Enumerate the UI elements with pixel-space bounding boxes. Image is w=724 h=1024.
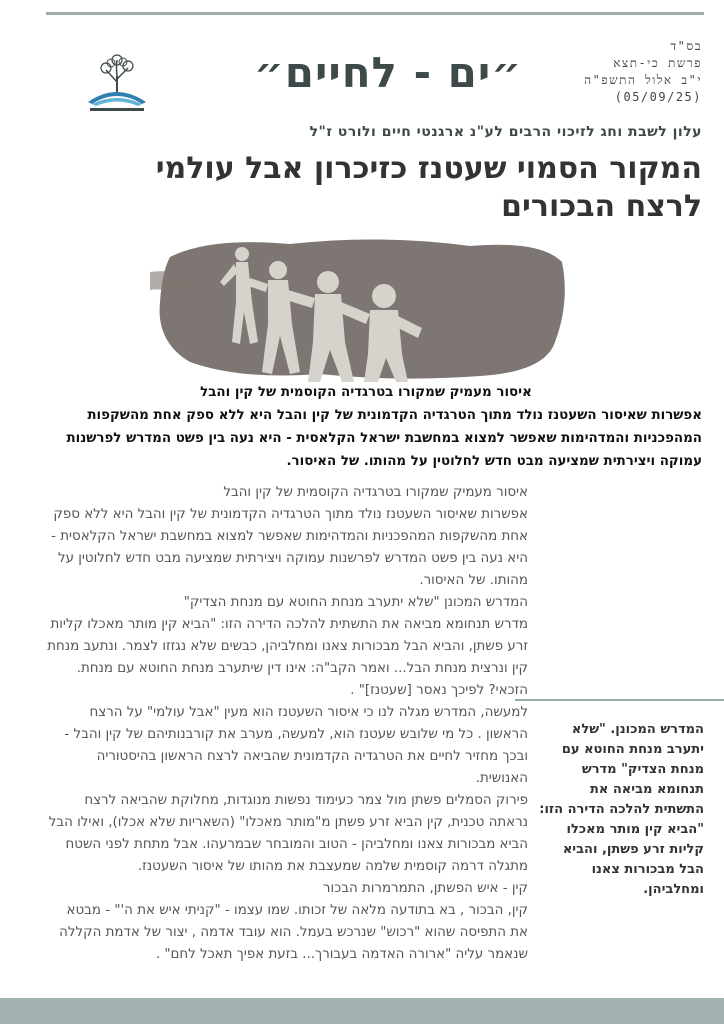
article-body	[46, 482, 528, 966]
article-headline	[62, 150, 702, 226]
body-paragraph: אפשרות שאיסור השעטנז נולד מתוך הטרגדיה הקדמונית של קין והבל היא ללא ספק אחת מהשקפות המהפכניות והמדהימות שאפשר למצוא במחשבת ישראל הקלאסית - היא נעה בין פשט המדרש לפרשנות עמוקה ויצירתית שמציעה מבט חדש לחלוטין על מהותו. של האיסור.	[51, 507, 528, 588]
intro-text: אפשרות שאיסור השעטנז נולד מתוך הטרגדיה הקדמונית של קין והבל היא ללא ספק אחת מהשקפות המהפכניות והמדהימות שאפשר למצוא במחשבת ישראל הקלאסית - היא נעה בין פשט המדרש לפרשנות עמוקה ויצירתית שמציעה מבט חדש לחלוטין על מהותו. של האיסור.	[66, 408, 702, 469]
people-chain-illustration	[150, 232, 570, 382]
headline-line-1: המקור הסמוי שעטנז כזיכרון אבל עולמי	[155, 151, 702, 186]
pull-quote: המדרש המכונן. "שלא יתערב מנחת החוטא עם מנחת הצדיק" מדרש תנחומא מביאה את התשתית להלכה הדירה הזו: "הביא קין מותר מאכלו קליות זרע פשתן, והביא הבל מבכורות צאנו ומחלביהן.	[539, 722, 704, 897]
top-rule	[46, 12, 704, 15]
issue-info	[552, 38, 702, 106]
body-paragraph: פירוק הסמלים פשתן מול צמר כעימוד נפשות מנוגדות, מחלוקת שהביאה לרצח נראתה טכנית, קין הביא זרע פשתן מ"מותר מאכלו" (השאריות שלא אכלו), ואילו הבל הביא מבכורות צאנו ומחלביהן - הטוב והמובחר שבמרעהו. אבל מתחת לפני השטח מתגלה דרמה קוסמית שלמה שמעצבת את מהותו של איסור השעטנז.	[48, 793, 528, 874]
body-paragraph: קין - איש הפשתן, התמרמרות הבכור	[322, 881, 528, 896]
tree-icon	[101, 55, 133, 96]
issue-hebrew-date: י"ב אלול התשפ"ה	[584, 73, 702, 87]
headline-line-2: לרצח הבכורים	[501, 189, 702, 224]
intro-lead: איסור מעמיק שמקורו בטרגדיה הקוסמית של קין והבל	[200, 385, 532, 400]
article-intro	[30, 381, 702, 473]
brush-stroke	[160, 239, 565, 378]
logo	[80, 52, 154, 118]
newsletter-subtitle: עלון לשבת וחג לזיכוי הרבים לע"נ ארגנטי חיים ולורט ז"ל	[309, 124, 702, 140]
footer-bar	[0, 998, 724, 1024]
sidebar-rule	[515, 699, 724, 701]
body-paragraph: למעשה, המדרש מגלה לנו כי איסור השעטנז הוא מעין "אבל עולמי" על הרצח הראשון . כל מי שלובש שעטנז הוא, למעשה, מערב את קורבנותיהם של קין והבל - ובכך מחזיר לחיים את הטרגדיה הקדמונית שהביאה לרצח הראשון בהיסטוריה האנושית.	[64, 705, 528, 786]
masthead-title: ״ים - לחיים״	[253, 48, 523, 97]
body-paragraph: מדרש תנחומא מביאה את התשתית להלכה הדירה הזו: "הביא קין מותר מאכלו קליות זרע פשתן, והביא הבל מבכורות צאנו ומחלביהן, כבשים שלא נגזזו לצמר. ונתעב מנחת קין ונרצית מנחת הבל... ואמר הקב"ה: אינו דין שיתערב מנחת החוטא עם מנחת. הזכאי? לפיכך נאסר [שעטנז]" .	[47, 617, 528, 698]
issue-parasha: פרשת כי-תצא	[613, 56, 702, 70]
issue-date: (05/09/25)	[614, 90, 702, 104]
body-paragraph: קין, הבכור , בא בתודעה מלאה של זכותו. שמו עצמו - "קניתי איש את ה'" - מבטא את התפיסה שהוא "רכוש" שנרכש בעמל. הוא עובד אדמה , יצור של אדמת הקללה שנאמר עליה "ארורה האדמה בעבורך... בזעת אפיך תאכל לחם" .	[59, 903, 528, 962]
issue-blessing: בס"ד	[670, 39, 702, 53]
body-paragraph: איסור מעמיק שמקורו בטרגדיה הקוסמית של קין והבל	[223, 485, 528, 500]
body-paragraph: המדרש המכונן "שלא יתערב מנחת החוטא עם מנחת הצדיק"	[183, 595, 528, 610]
